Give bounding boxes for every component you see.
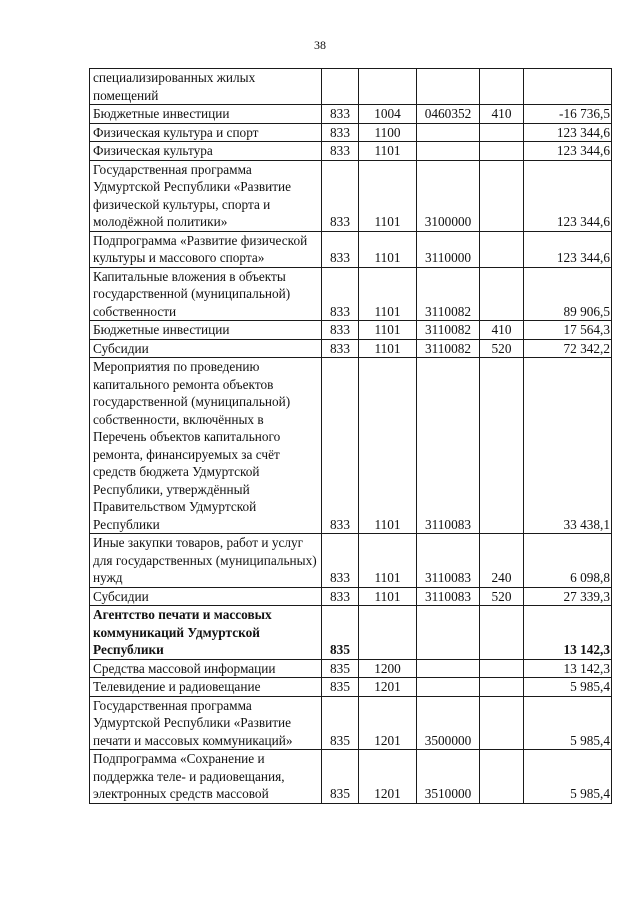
amount: 72 342,2 [524, 339, 612, 358]
table-row [90, 69, 612, 105]
ministry-code: 833 [322, 339, 359, 358]
row-name: Физическая культура [90, 142, 322, 161]
table-row [90, 587, 612, 606]
ministry-code: 835 [322, 696, 359, 750]
row-name: Государственная программа Удмуртской Республики «Развитие печати и массовых коммуникаций» [90, 696, 322, 750]
section-code [359, 69, 417, 105]
ministry-code: 833 [322, 321, 359, 340]
ministry-code: 833 [322, 358, 359, 534]
ministry-code: 835 [322, 750, 359, 804]
expense-type-code [480, 160, 524, 231]
ministry-code: 833 [322, 142, 359, 161]
amount: 5 985,4 [524, 696, 612, 750]
amount: 5 985,4 [524, 678, 612, 697]
target-article-code [417, 606, 480, 660]
amount: 123 344,6 [524, 231, 612, 267]
section-code: 1101 [359, 339, 417, 358]
table-row [90, 696, 612, 750]
row-name: Бюджетные инвестиции [90, 321, 322, 340]
target-article-code: 3500000 [417, 696, 480, 750]
expense-type-code [480, 358, 524, 534]
row-name: Капитальные вложения в объекты государственной (муниципальной) собственности [90, 267, 322, 321]
expense-type-code [480, 696, 524, 750]
ministry-code: 835 [322, 678, 359, 697]
amount: 17 564,3 [524, 321, 612, 340]
expense-type-code: 520 [480, 587, 524, 606]
row-name: Иные закупки товаров, работ и услуг для государственных (муниципальных) нужд [90, 534, 322, 588]
amount: -16 736,5 [524, 105, 612, 124]
table-row [90, 123, 612, 142]
row-name: Субсидии [90, 587, 322, 606]
table-row [90, 105, 612, 124]
expense-type-code [480, 606, 524, 660]
target-article-code [417, 678, 480, 697]
target-article-code: 3110000 [417, 231, 480, 267]
amount: 13 142,3 [524, 659, 612, 678]
section-code: 1101 [359, 587, 417, 606]
row-name: Государственная программа Удмуртской Республики «Развитие физической культуры, спорта и молодёжной политики» [90, 160, 322, 231]
expense-type-code [480, 659, 524, 678]
table-row [90, 750, 612, 804]
row-name: Подпрограмма «Сохранение и поддержка теле- и радиовещания, электронных средств массовой [90, 750, 322, 804]
row-name: Мероприятия по проведению капитального ремонта объектов государственной (муниципальной) собственности, включённых в Перечень объектов капитального ремонта, финансируемых за счёт средств бюджета Удмуртской Республики, утверждённый Правительством Удмуртской Республики [90, 358, 322, 534]
ministry-code [322, 69, 359, 105]
table-row [90, 142, 612, 161]
amount: 123 344,6 [524, 123, 612, 142]
amount: 123 344,6 [524, 142, 612, 161]
expense-type-code [480, 750, 524, 804]
target-article-code: 3110082 [417, 267, 480, 321]
table-row [90, 339, 612, 358]
row-name: Физическая культура и спорт [90, 123, 322, 142]
ministry-code: 833 [322, 160, 359, 231]
table-body [90, 69, 612, 804]
table-row [90, 606, 612, 660]
ministry-code: 835 [322, 606, 359, 660]
section-code [359, 606, 417, 660]
amount: 27 339,3 [524, 587, 612, 606]
row-name: Агентство печати и массовых коммуникаций Удмуртской Республики [90, 606, 322, 660]
section-code: 1101 [359, 358, 417, 534]
expense-type-code [480, 678, 524, 697]
table-row [90, 160, 612, 231]
ministry-code: 833 [322, 105, 359, 124]
amount [524, 69, 612, 105]
target-article-code: 3110082 [417, 339, 480, 358]
target-article-code: 3100000 [417, 160, 480, 231]
table-row [90, 659, 612, 678]
expense-type-code [480, 267, 524, 321]
section-code: 1101 [359, 231, 417, 267]
target-article-code [417, 659, 480, 678]
amount: 5 985,4 [524, 750, 612, 804]
amount: 123 344,6 [524, 160, 612, 231]
row-name: Телевидение и радиовещание [90, 678, 322, 697]
section-code: 1200 [359, 659, 417, 678]
target-article-code: 3110083 [417, 534, 480, 588]
ministry-code: 833 [322, 123, 359, 142]
target-article-code: 0460352 [417, 105, 480, 124]
section-code: 1101 [359, 534, 417, 588]
table-row [90, 267, 612, 321]
section-code: 1201 [359, 696, 417, 750]
row-name: Субсидии [90, 339, 322, 358]
table-row [90, 358, 612, 534]
amount: 13 142,3 [524, 606, 612, 660]
target-article-code: 3110082 [417, 321, 480, 340]
expense-type-code: 240 [480, 534, 524, 588]
row-name: Подпрограмма «Развитие физической культуры и массового спорта» [90, 231, 322, 267]
ministry-code: 833 [322, 534, 359, 588]
section-code: 1101 [359, 142, 417, 161]
expense-type-code: 410 [480, 105, 524, 124]
expense-type-code [480, 69, 524, 105]
ministry-code: 835 [322, 659, 359, 678]
target-article-code [417, 123, 480, 142]
section-code: 1101 [359, 160, 417, 231]
page-number: 38 [314, 38, 326, 52]
expense-type-code [480, 231, 524, 267]
target-article-code [417, 69, 480, 105]
target-article-code: 3110083 [417, 587, 480, 606]
table-row [90, 321, 612, 340]
target-article-code [417, 142, 480, 161]
expense-type-code [480, 142, 524, 161]
table-row [90, 231, 612, 267]
ministry-code: 833 [322, 267, 359, 321]
row-name: специализированных жилых помещений [90, 69, 322, 105]
ministry-code: 833 [322, 587, 359, 606]
section-code: 1201 [359, 750, 417, 804]
section-code: 1201 [359, 678, 417, 697]
amount: 33 438,1 [524, 358, 612, 534]
target-article-code: 3110083 [417, 358, 480, 534]
ministry-code: 833 [322, 231, 359, 267]
row-name: Средства массовой информации [90, 659, 322, 678]
table-row [90, 534, 612, 588]
row-name: Бюджетные инвестиции [90, 105, 322, 124]
budget-table [89, 68, 612, 804]
section-code: 1101 [359, 267, 417, 321]
target-article-code: 3510000 [417, 750, 480, 804]
expense-type-code [480, 123, 524, 142]
expense-type-code: 520 [480, 339, 524, 358]
section-code: 1100 [359, 123, 417, 142]
section-code: 1004 [359, 105, 417, 124]
amount: 6 098,8 [524, 534, 612, 588]
amount: 89 906,5 [524, 267, 612, 321]
expense-type-code: 410 [480, 321, 524, 340]
section-code: 1101 [359, 321, 417, 340]
table-row [90, 678, 612, 697]
